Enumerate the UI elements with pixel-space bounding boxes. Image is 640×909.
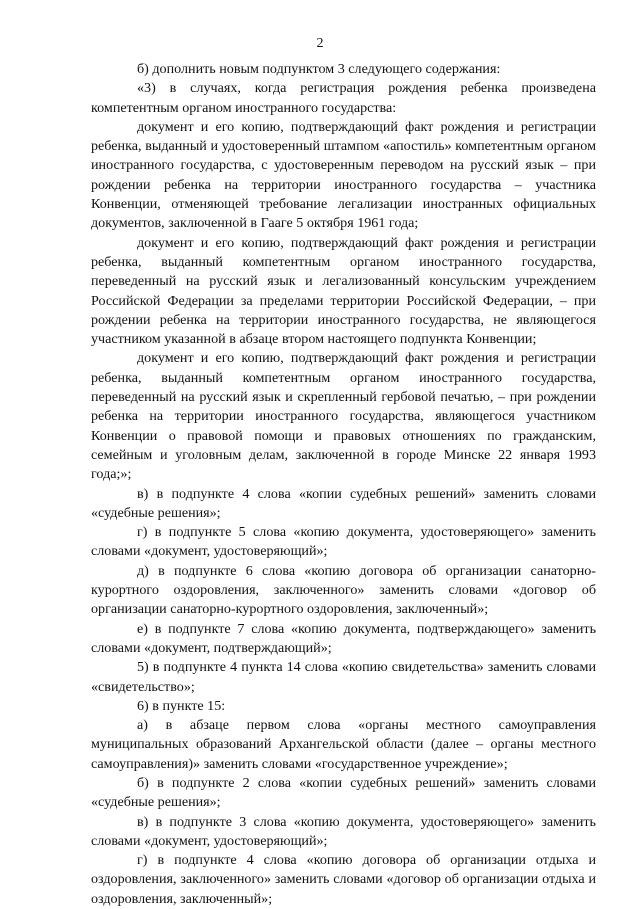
paragraph: документ и его копию, подтверждающий факт рождения и регистрации ребенка, выданный компетентным органом иностранного государства, переведенный на русский язык и легализованный консульским учреждением Российской Федерации за пределами территории Российской Федерации, – при рождении ребенка на территории иностранного государства, не являющегося участником указанной в абзаце втором настоящего подпункта Конвенции; bbox=[91, 234, 596, 348]
paragraph: в) в подпункте 3 слова «копию документа, удостоверяющего» заменить словами «документ, удостоверяющий»; bbox=[91, 813, 596, 849]
paragraph: д) в подпункте 6 слова «копию договора об организации санаторно-курортного оздоровления, заключенного» заменить словами «договор об организации санаторно-курортного оздоровления, заключенный»; bbox=[91, 562, 596, 618]
paragraph: «3) в случаях, когда регистрация рождения ребенка произведена компетентным органом иностранного государства: bbox=[91, 80, 596, 116]
paragraph: е) в подпункте 7 слова «копию документа, подтверждающего» заменить словами «документ, подтверждающий»; bbox=[91, 620, 596, 656]
paragraph: б) дополнить новым подпунктом 3 следующего содержания: bbox=[137, 61, 501, 77]
paragraph: б) в подпункте 2 слова «копии судебных решений» заменить словами «судебные решения»; bbox=[91, 774, 596, 811]
paragraph: г) в подпункте 5 слова «копию документа, удостоверяющего» заменить словами «документ, удостоверяющий»; bbox=[91, 524, 596, 560]
paragraph: в) в подпункте 4 слова «копии судебных решений» заменить словами «судебные решения»; bbox=[91, 485, 596, 521]
page-number: 2 bbox=[316, 36, 324, 51]
paragraph: документ и его копию, подтверждающий факт рождения и регистрации ребенка, выданный компетентным органом иностранного государства, переведенный на русский язык и скрепленный гербовой печатью, – при рождении ребенка на территории иностранного государства, являющегося участником Конвенции о правовой помощи и правовых отношениях по гражданским, семейным и уголовным делам, заключенной в городе Минске 22 января 1993 года;»; bbox=[91, 350, 596, 483]
paragraph: г) в подпункте 4 слова «копию договора об организации отдыха и оздоровления, заключенного» заменить словами «договор об организации отдыха и оздоровления, заключенный»; bbox=[91, 852, 596, 907]
paragraph: 5) в подпункте 4 пункта 14 слова «копию свидетельства» заменить словами «свидетельство»; bbox=[91, 659, 596, 695]
paragraph: 6) в пункте 15: bbox=[137, 697, 226, 714]
document-body bbox=[91, 60, 596, 909]
paragraph: документ и его копию, подтверждающий факт рождения и регистрации ребенка, выданный и удостоверенный штампом «апостиль» компетентным органом иностранного государства, с удостоверенным переводом на русский язык – при рождении ребенка на территории иностранного государства – участника Конвенции, отменяющей требование легализации иностранных официальных документов, заключенной в Гааге 5 октября 1961 года; bbox=[91, 118, 596, 232]
paragraph: а) в абзаце первом слова «органы местного самоуправления муниципальных образований Архангельской области (далее – органы местного самоуправления)» заменить словами «государственное учреждение»; bbox=[91, 717, 596, 772]
